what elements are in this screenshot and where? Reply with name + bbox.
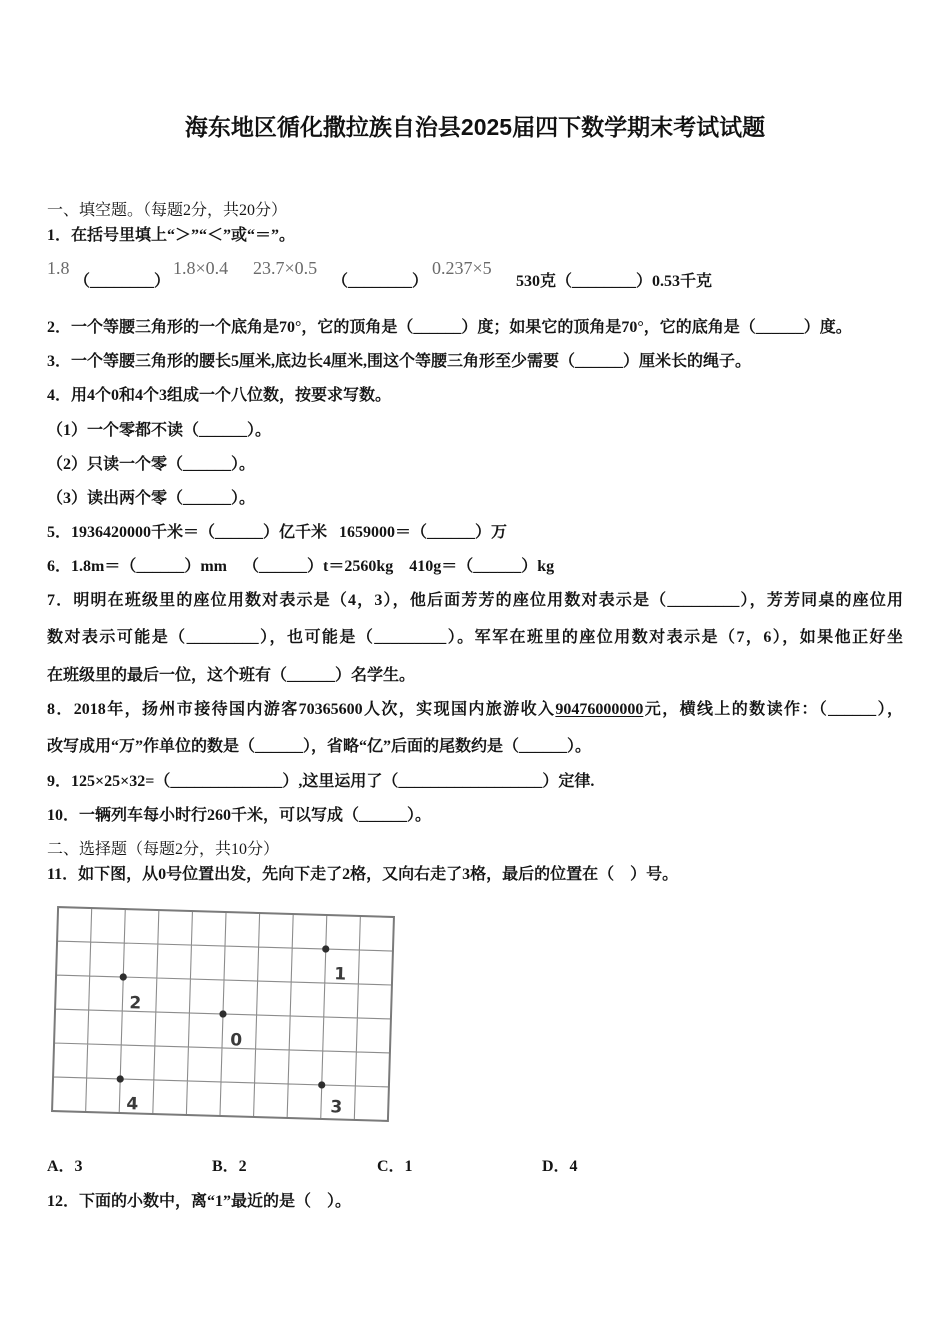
position-dot-3	[318, 1081, 325, 1088]
q4-part-2: （2）只读一个零（______）。	[47, 456, 256, 473]
section-2-header: 二、选择题（每题2分，共10分）	[47, 841, 280, 858]
q4-part-1: （1）一个零都不读（______）。	[47, 422, 272, 439]
position-label-2: 2	[129, 993, 142, 1014]
q1-pair2-right-expression: 0.237×5	[432, 258, 492, 278]
q4-stem: 4．用4个0和4个3组成一个八位数，按要求写数。	[47, 387, 392, 404]
q1-pair1-answer-blank: （________）	[74, 273, 171, 290]
q1-pair2-left-expression: 23.7×0.5	[253, 258, 318, 278]
q2-text: 2．一个等腰三角形的一个底角是70°，它的顶角是（______）度；如果它的顶角是70°，它的底角是（______）度。	[47, 319, 852, 336]
position-label-3: 3	[330, 1097, 343, 1118]
q5-text: 5．1936420000千米＝（______）亿千米 1659000＝（______）万	[47, 524, 508, 541]
q11-option-b: B．2	[212, 1158, 247, 1175]
q7-line-1: 7．明明在班级里的座位用数对表示是（4，3），他后面芳芳的座位用数对表示是（_________），芳芳同桌的座位用	[47, 592, 903, 609]
q7-line-3: 在班级里的最后一位，这个班有（______）名学生。	[47, 667, 416, 684]
q12-stem: 12．下面的小数中，离“1”最近的是（ ）。	[47, 1193, 352, 1210]
q3-text: 3．一个等腰三角形的腰长5厘米,底边长4厘米,围这个等腰三角形至少需要（______）厘米长的绳子。	[47, 353, 752, 370]
q7-line-2: 数对表示可能是（_________），也可能是（_________）。军军在班里的座位用数对表示是（7，6），如果他正好坐	[47, 629, 903, 646]
position-dot-2	[120, 973, 127, 980]
q1-pair2-answer-blank: （________）	[332, 273, 429, 290]
q8-underlined-number: 90476000000	[555, 701, 644, 718]
position-label-1: 1	[334, 964, 347, 985]
q8-line-2: 改写成用“万”作单位的数是（______），省略“亿”后面的尾数约是（______）。	[47, 738, 592, 755]
q8-line-1-text-before: 8．2018年，扬州市接待国内游客70365600人次，实现国内旅游收入	[47, 701, 556, 718]
q1-pair3-comparison: 530克（________）0.53千克	[516, 273, 713, 290]
q11-stem: 11．如下图，从0号位置出发，先向下走了2格，又向右走了3格，最后的位置在（ ）号。	[47, 866, 679, 883]
q10-text: 10．一辆列车每小时行260千米，可以写成（______）。	[47, 807, 432, 824]
q11-grid-figure	[50, 904, 396, 1124]
position-dot-4	[117, 1075, 124, 1082]
q8-line-1	[47, 699, 903, 721]
q11-option-c: C．1	[377, 1158, 413, 1175]
section-1-header: 一、填空题。（每题2分，共20分）	[47, 202, 288, 219]
position-dot-0	[219, 1010, 226, 1017]
exam-title: 海东地区循化撒拉族自治县2025届四下数学期末考试试题	[184, 114, 766, 140]
q6-text: 6．1.8m＝（______）mm （______）t＝2560kg 410g＝（______）kg	[47, 558, 555, 575]
q1-pair1-right-expression: 1.8×0.4	[173, 258, 229, 278]
q11-option-a: A．3	[47, 1158, 83, 1175]
q4-part-3: （3）读出两个零（______）。	[47, 490, 256, 507]
q11-option-d: D．4	[542, 1158, 578, 1175]
position-label-4: 4	[126, 1094, 139, 1115]
q8-line-1-text-after: 元，横线上的数读作：（______），	[643, 701, 903, 718]
position-label-0: 0	[230, 1030, 243, 1051]
q1-stem: 1．在括号里填上“＞”“＜”或“＝”。	[47, 227, 296, 244]
position-dot-1	[322, 945, 329, 952]
q9-text: 9．125×25×32=（______________）,这里运用了（__________________）定律.	[47, 773, 595, 790]
q1-pair1-left-expression: 1.8	[47, 258, 70, 278]
